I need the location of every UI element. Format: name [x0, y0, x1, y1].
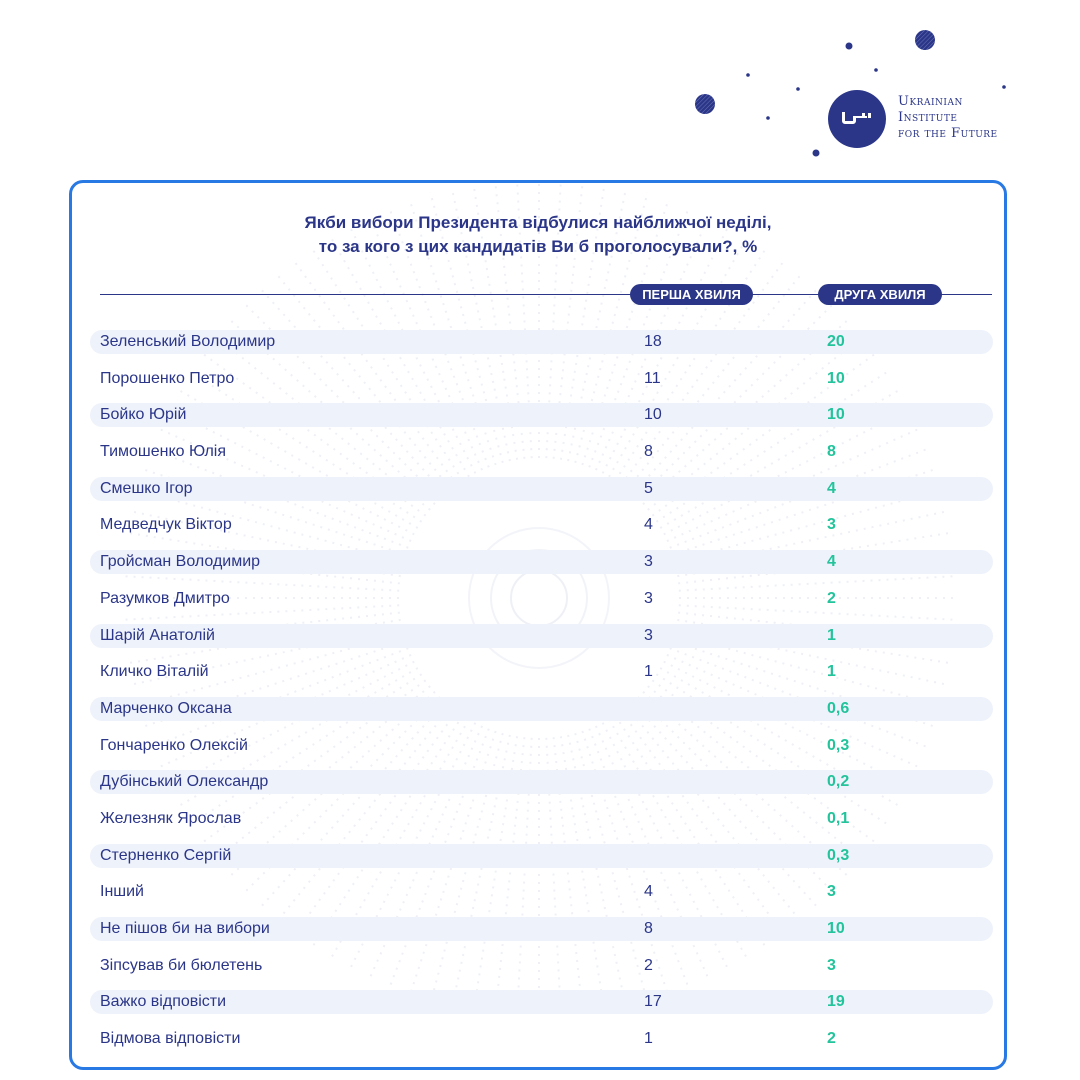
decor-dot	[695, 94, 715, 114]
table-row	[90, 954, 993, 978]
wave2-value: 10	[827, 369, 845, 387]
candidate-name: Марченко Оксана	[100, 699, 232, 717]
decor-dot	[813, 150, 820, 157]
wave1-value: 2	[644, 956, 653, 974]
wave2-value: 0,6	[827, 699, 850, 717]
wave1-value: 3	[644, 626, 653, 644]
candidate-name: Разумков Дмитро	[100, 589, 230, 607]
table-row	[90, 550, 993, 574]
table-row	[90, 587, 993, 611]
table-row	[90, 990, 993, 1014]
wave1-value: 18	[644, 333, 662, 350]
title-line: Якби вибори Президента відбулися найближчої неділі,	[304, 213, 772, 232]
table-row	[90, 513, 993, 537]
wave1-value: 8	[644, 920, 653, 937]
candidate-name: Стерненко Сергій	[100, 846, 232, 864]
wave2-value: 3	[827, 516, 836, 534]
wave1-value: 3	[644, 589, 653, 607]
table-row	[90, 403, 993, 427]
candidate-name: Зіпсував би бюлетень	[100, 956, 263, 974]
candidate-name: Тимошенко Юлія	[100, 443, 226, 461]
candidate-name: Кличко Віталій	[100, 663, 209, 681]
table-row	[90, 807, 993, 831]
header-decoration	[0, 0, 1080, 180]
candidate-name: Порошенко Петро	[100, 369, 235, 387]
wave2-value: 0,2	[827, 773, 850, 791]
decor-dot	[846, 43, 853, 50]
candidate-name: Відмова відповісти	[100, 1030, 241, 1048]
table-row	[90, 734, 993, 758]
candidate-name: Шарій Анатолій	[100, 626, 215, 644]
wave2-value: 3	[827, 956, 836, 974]
wave2-value: 10	[827, 406, 845, 424]
wave2-value: 1	[827, 626, 836, 644]
wave2-value: 8	[827, 443, 836, 461]
wave1-value: 11	[644, 369, 661, 387]
wave2-value: 20	[827, 333, 845, 350]
table-row	[90, 917, 993, 941]
decor-dot	[796, 87, 800, 91]
table-row	[90, 660, 993, 684]
wave1-value: 10	[644, 406, 662, 424]
candidate-name: Смешко Ігор	[100, 479, 193, 497]
wave1-value: 1	[644, 1030, 653, 1048]
logo-wordmark	[898, 94, 998, 142]
decor-dot	[1002, 85, 1006, 89]
table-row	[90, 770, 993, 794]
decor-dot	[874, 68, 878, 72]
decor-dot	[915, 30, 935, 50]
column-header-wave2: ДРУГА ХВИЛЯ	[818, 284, 942, 305]
logo-line: Institute	[898, 110, 958, 125]
wave2-value: 2	[827, 589, 836, 607]
table-row	[90, 624, 993, 648]
survey-panel	[69, 180, 1007, 1070]
wave2-value: 0,1	[827, 809, 850, 827]
wave1-value: 3	[644, 553, 653, 571]
wave2-value: 19	[827, 993, 845, 1011]
table-body	[90, 330, 993, 1064]
table-row	[90, 1027, 993, 1051]
candidate-name: Зеленський Володимир	[100, 333, 276, 350]
candidate-name: Гончаренко Олексій	[100, 736, 248, 754]
wave2-value: 1	[827, 663, 836, 681]
wave2-value: 4	[827, 553, 836, 571]
key-icon	[828, 90, 886, 148]
candidate-name: Гройсман Володимир	[100, 553, 261, 571]
table-row	[90, 440, 993, 464]
wave2-value: 3	[827, 883, 836, 901]
candidate-name: Бойко Юрій	[100, 406, 187, 424]
wave1-value: 8	[644, 443, 653, 461]
table-row	[90, 330, 993, 354]
wave1-value: 1	[644, 663, 653, 681]
candidate-name: Не пішов би на вибори	[100, 920, 270, 937]
wave1-value: 4	[644, 516, 653, 534]
candidate-name: Дубінський Олександр	[100, 773, 269, 791]
column-header-wave1: ПЕРША ХВИЛЯ	[630, 284, 753, 305]
wave1-value: 17	[644, 993, 662, 1011]
logo-line: Ukrainian	[898, 94, 963, 109]
wave2-value: 4	[827, 479, 836, 497]
candidate-name: Медведчук Віктор	[100, 516, 232, 534]
decor-dot	[746, 73, 750, 77]
candidate-name: Железняк Ярослав	[100, 809, 242, 827]
table-row	[90, 477, 993, 501]
table-row	[90, 880, 993, 904]
wave2-value: 0,3	[827, 736, 850, 754]
wave2-value: 2	[827, 1030, 836, 1048]
decor-dot	[766, 116, 770, 120]
title-line: то за кого з цих кандидатів Ви б проголосували?, %	[318, 237, 758, 256]
candidate-name: Важко відповісти	[100, 993, 227, 1011]
table-row	[90, 697, 993, 721]
wave1-value: 4	[644, 883, 653, 901]
logo-line: for the Future	[898, 126, 998, 141]
wave1-value: 5	[644, 479, 653, 497]
wave2-value: 0,3	[827, 846, 850, 864]
wave2-value: 10	[827, 920, 845, 937]
table-row	[90, 844, 993, 868]
chart-title	[72, 211, 1004, 259]
candidate-name: Інший	[100, 883, 144, 901]
table-row	[90, 367, 993, 391]
